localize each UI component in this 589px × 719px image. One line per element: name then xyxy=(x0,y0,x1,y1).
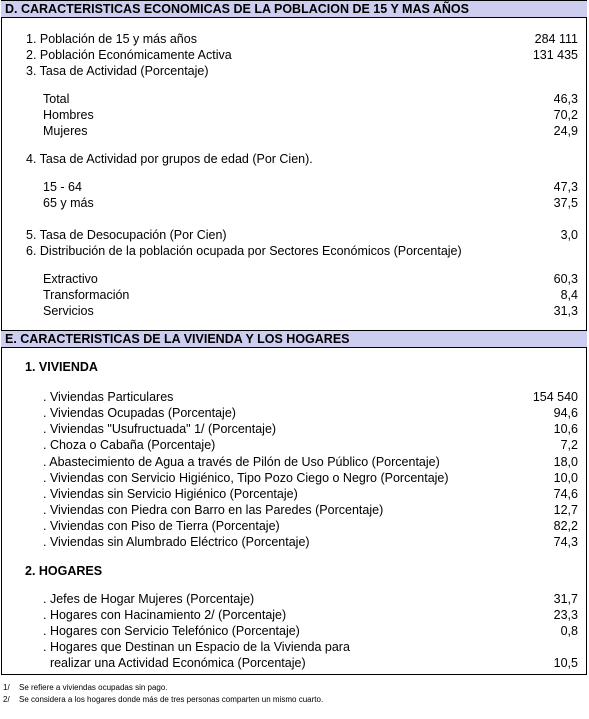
item-label: . Viviendas "Usufructuada" 1/ (Porcentaje) xyxy=(43,422,277,436)
item-label: . Viviendas Ocupadas (Porcentaje) xyxy=(43,406,236,420)
item-value: 12,7 xyxy=(553,503,578,517)
item-value: 94,6 xyxy=(553,406,578,420)
list-item xyxy=(0,287,589,303)
footnote-text: Se refiere a viviendas ocupadas sin pago. xyxy=(19,683,168,692)
list-item xyxy=(0,655,589,671)
item-value: 0,8 xyxy=(560,624,578,638)
item-value: 47,3 xyxy=(553,180,578,194)
item-value: 8,4 xyxy=(560,288,578,302)
hogares-title: 2. HOGARES xyxy=(25,564,103,578)
item-value: 284 111 xyxy=(534,32,578,46)
item-label: Transformación xyxy=(43,288,130,302)
section-e-header xyxy=(1,330,587,348)
item-value: 31,3 xyxy=(553,304,578,318)
list-item xyxy=(0,454,589,470)
item-value: 154 540 xyxy=(532,390,578,404)
list-item xyxy=(0,303,589,319)
item-label: Extractivo xyxy=(43,272,98,286)
list-item xyxy=(0,421,589,437)
item-value: 31,7 xyxy=(553,592,578,606)
item-value: 10,6 xyxy=(553,422,578,436)
item-value: 18,0 xyxy=(553,455,578,469)
item-value: 37,5 xyxy=(553,196,578,210)
item-value: 131 435 xyxy=(532,48,578,62)
item-value: 7,2 xyxy=(560,438,578,452)
list-item xyxy=(0,47,589,63)
footnote xyxy=(3,683,168,693)
item-label: 4. Tasa de Actividad por grupos de edad (Por Cien). xyxy=(26,152,313,166)
item-label: Mujeres xyxy=(43,124,88,138)
item-label: . Viviendas con Piso de Tierra (Porcentaje) xyxy=(43,519,280,533)
list-item xyxy=(0,470,589,486)
item-value: 74,6 xyxy=(553,487,578,501)
list-item xyxy=(0,179,589,195)
item-label: 6. Distribución de la población ocupada por Sectores Económicos (Porcentaje) xyxy=(26,244,462,258)
item-value: 46,3 xyxy=(553,92,578,106)
list-item xyxy=(0,534,589,550)
item-label: 2. Población Económicamente Activa xyxy=(26,48,232,62)
item-label: 65 y más xyxy=(43,196,94,210)
list-item xyxy=(0,63,589,79)
list-item xyxy=(0,437,589,453)
list-item xyxy=(0,389,589,405)
item-label: . Viviendas Particulares xyxy=(43,390,174,404)
vivienda-title: 1. VIVIENDA xyxy=(25,360,98,374)
list-item xyxy=(0,227,589,243)
item-label: Hombres xyxy=(43,108,94,122)
footnote xyxy=(3,695,323,705)
item-label: 5. Tasa de Desocupación (Por Cien) xyxy=(26,228,227,242)
list-item xyxy=(0,518,589,534)
item-label: . Abastecimiento de Agua a través de Pilón de Uso Público (Porcentaje) xyxy=(43,455,440,469)
item-value: 74,3 xyxy=(553,535,578,549)
item-label: . Viviendas con Piedra con Barro en las Paredes (Porcentaje) xyxy=(43,503,384,517)
item-value: 70,2 xyxy=(553,108,578,122)
item-value: 3,0 xyxy=(560,228,578,242)
item-label: 15 - 64 xyxy=(43,180,82,194)
section-e-title: E. CARACTERISTICAS DE LA VIVIENDA Y LOS HOGARES xyxy=(5,332,350,346)
list-item xyxy=(0,195,589,211)
item-value: 23,3 xyxy=(553,608,578,622)
item-label: . Viviendas sin Alumbrado Eléctrico (Porcentaje) xyxy=(43,535,310,549)
item-label: . Hogares con Servicio Telefónico (Porcentaje) xyxy=(43,624,300,638)
list-item xyxy=(0,405,589,421)
list-item xyxy=(0,107,589,123)
item-value: 10,0 xyxy=(553,471,578,485)
section-d-title: D. CARACTERISTICAS ECONOMICAS DE LA POBLACION DE 15 Y MAS AÑOS xyxy=(5,2,469,16)
item-value: 10,5 xyxy=(553,656,578,670)
item-label: . Viviendas sin Servicio Higiénico (Porcentaje) xyxy=(43,487,298,501)
footnote-mark: 1/ xyxy=(3,683,10,692)
item-label: Total xyxy=(43,92,70,106)
item-label: . Viviendas con Servicio Higiénico, Tipo Pozo Ciego o Negro (Porcentaje) xyxy=(43,471,449,485)
item-value: 82,2 xyxy=(553,519,578,533)
list-item xyxy=(0,91,589,107)
list-item xyxy=(0,123,589,139)
list-item xyxy=(0,639,589,655)
footnote-text: Se considera a los hogares donde más de tres personas comparten un mismo cuarto. xyxy=(19,695,324,704)
list-item xyxy=(0,486,589,502)
footnote-mark: 2/ xyxy=(3,695,10,704)
item-label: . Jefes de Hogar Mujeres (Porcentaje) xyxy=(43,592,255,606)
item-label: . Choza o Cabaña (Porcentaje) xyxy=(43,438,216,452)
item-label: realizar una Actividad Económica (Porcentaje) xyxy=(43,656,306,670)
list-item xyxy=(0,31,589,47)
item-label: Servicios xyxy=(43,304,94,318)
list-item xyxy=(0,502,589,518)
list-item xyxy=(0,607,589,623)
list-item xyxy=(0,243,589,259)
item-label: . Hogares que Destinan un Espacio de la Vivienda para xyxy=(43,640,350,654)
item-label: 3. Tasa de Actividad (Porcentaje) xyxy=(26,64,209,78)
item-value: 60,3 xyxy=(553,272,578,286)
item-value: 24,9 xyxy=(553,124,578,138)
list-item xyxy=(0,151,589,167)
item-label: . Hogares con Hacinamiento 2/ (Porcentaje) xyxy=(43,608,287,622)
list-item xyxy=(0,591,589,607)
item-label: 1. Población de 15 y más años xyxy=(26,32,197,46)
list-item xyxy=(0,271,589,287)
list-item xyxy=(0,623,589,639)
section-d-header xyxy=(1,0,587,18)
